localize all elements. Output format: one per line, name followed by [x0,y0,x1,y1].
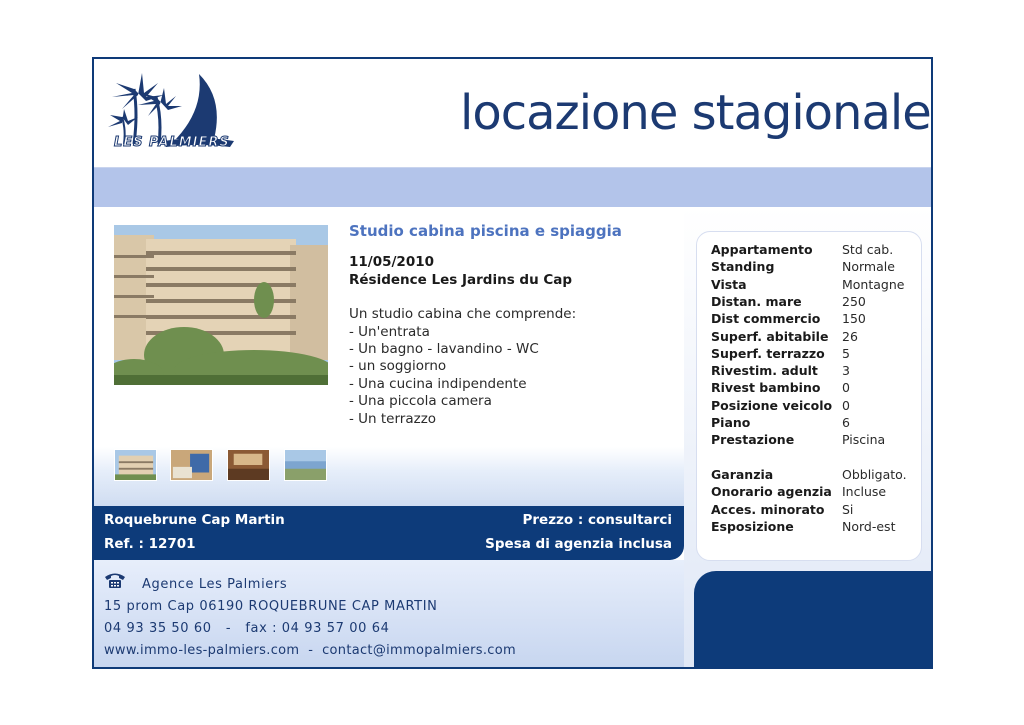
thumbnail[interactable] [170,449,213,481]
feature-item: - Un terrazzo [349,410,437,427]
spec-value: Std cab. [842,242,894,257]
spec-key: Superf. terrazzo [711,345,825,361]
thumbnail[interactable] [284,449,327,481]
fees-label: Spesa di agenzia inclusa [485,536,672,552]
spec-value: 150 [842,311,866,327]
listing-description [349,223,679,428]
agency-phones: 04 93 35 50 60 - fax : 04 93 57 00 64 [104,621,390,636]
spec-value: Normale [842,259,895,275]
listing-intro: Un studio cabina che comprende: [349,306,577,323]
price-label: Prezzo : consultarci [522,512,672,528]
spec-value: 0 [842,397,850,413]
spec-key: Rivest bambino [711,380,821,396]
spec-key: Rivestim. adult [711,363,818,379]
spec-key: Onorario agenzia [711,484,832,500]
page-title: locazione stagionale [460,85,931,141]
corner-decoration [694,571,933,669]
spec-value: 5 [842,345,850,361]
spec-value: 6 [842,415,850,430]
spec-value: Incluse [842,484,887,500]
main-photo[interactable] [114,225,328,385]
feature-item: - Una cucina indipendente [349,375,527,392]
spec-value: Si [842,501,854,517]
spec-value: Nord-est [842,518,896,534]
info-bar [94,506,684,560]
spec-value: Obbligato. [842,466,907,482]
city-label: Roquebrune Cap Martin [104,512,285,528]
header-band [94,167,931,208]
spec-key: Garanzia [711,466,774,482]
agency-contacts[interactable]: www.immo-les-palmiers.com - contact@immopalmiers.com [104,643,516,658]
spec-key: Piano [711,415,751,430]
spec-key: Dist commercio [711,311,821,327]
listing-date: 11/05/2010 [349,254,435,271]
feature-item: - Un bagno - lavandino - WC [349,341,539,358]
listing-main [94,207,684,507]
feature-item: - un soggiorno [349,358,447,375]
feature-item: - Una piccola camera [349,393,492,410]
spec-key: Superf. abitabile [711,328,829,344]
agency-address: 15 prom Cap 06190 ROQUEBRUNE CAP MARTIN [104,599,438,614]
thumbnail[interactable] [227,449,270,481]
spec-key: Acces. minorato [711,501,825,517]
listing-title: Studio cabina piscina e spiaggia [349,222,622,240]
spec-value: 250 [842,293,866,309]
spec-value: Montagne [842,276,905,292]
agency-name: Agence Les Palmiers [142,577,288,592]
spec-value: 26 [842,328,858,344]
header [94,59,931,167]
spec-key: Distan. mare [711,293,802,309]
spec-key: Prestazione [711,432,795,448]
spec-key: Esposizione [711,518,794,534]
feature-item: - Un'entrata [349,323,430,340]
reference-label: Ref. : 12701 [104,536,196,552]
spec-value: Piscina [842,432,886,448]
phone-icon [104,572,126,588]
spec-key: Standing [711,259,775,275]
specs-panel [696,231,922,561]
spec-key: Appartamento [711,242,813,257]
spec-key: Posizione veicolo [711,397,833,413]
thumbnail[interactable] [114,449,157,481]
spec-value: 3 [842,363,850,379]
agency-footer [94,560,694,669]
listing-residence: Résidence Les Jardins du Cap [349,271,573,288]
spec-key: Vista [711,276,747,292]
spec-value: 0 [842,380,850,396]
logo-text: LES PALMIERS [114,135,230,150]
listing-sheet [92,57,933,669]
